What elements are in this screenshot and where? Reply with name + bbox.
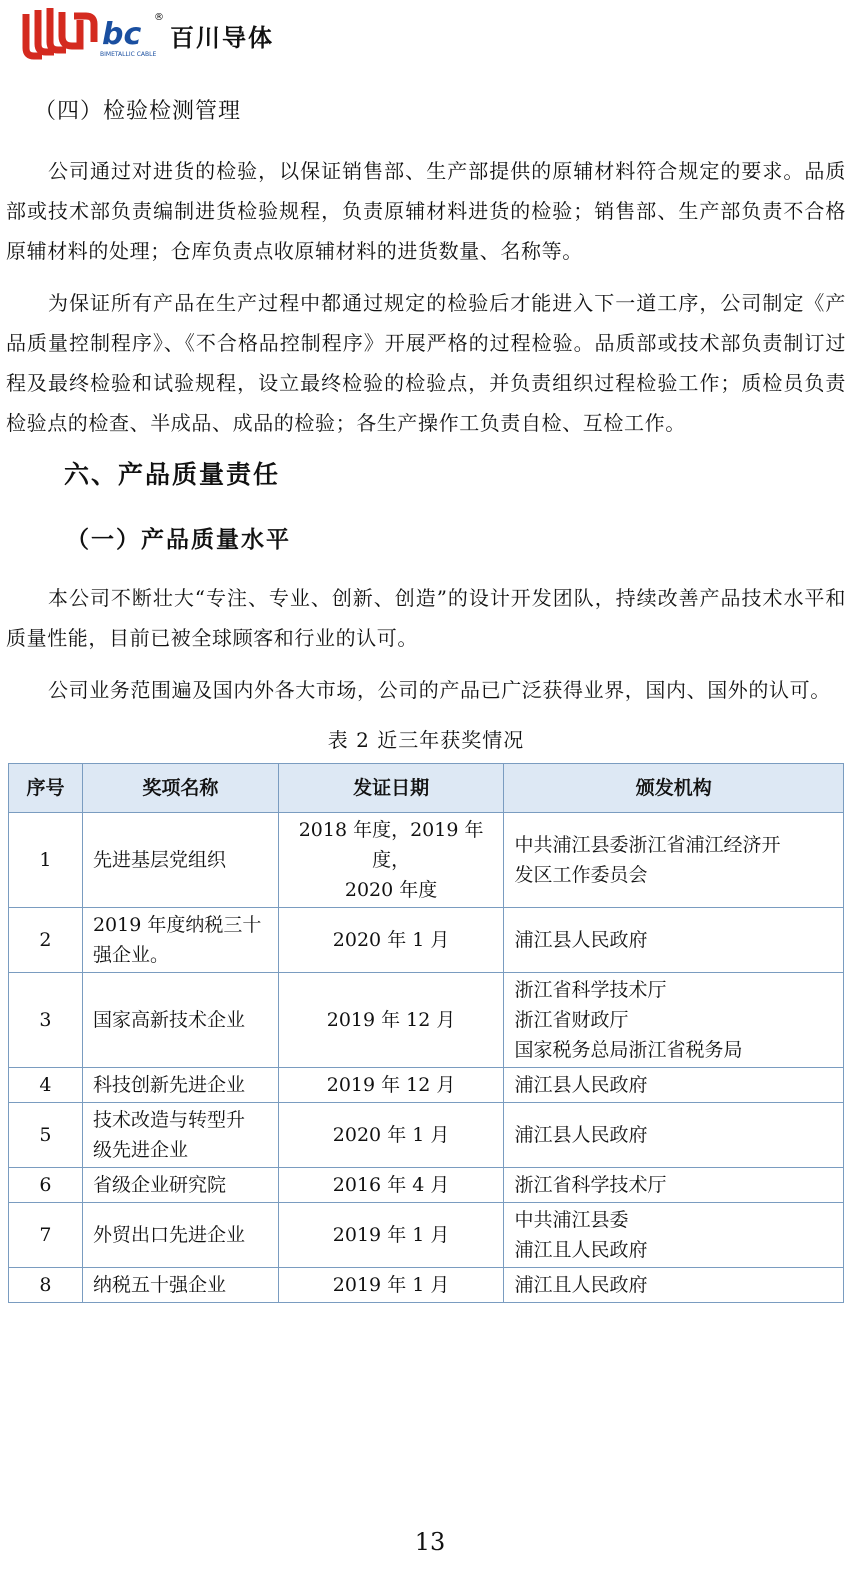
cell-issue-date: 2019 年 12 月: [278, 973, 504, 1068]
paragraph: 公司业务范围遍及国内外各大市场，公司的产品已广泛获得业界，国内、国外的认可。: [48, 678, 831, 702]
cell-award-name: 省级企业研究院: [82, 1168, 278, 1203]
table-header-row: [9, 764, 844, 813]
cell-award-name: 外贸出口先进企业: [82, 1203, 278, 1268]
cell-issuer: 浙江省科学技术厅 浙江省财政厅 国家税务总局浙江省税务局: [504, 973, 844, 1068]
paragraph: 为保证所有产品在生产过程中都通过规定的检验后才能进入下一道工序，公司制定《产品质量控制程序》、《不合格品控制程序》开展严格的过程检验。品质部或技术部负责制订过程及最终检验和试验规程，设立最终检验的检验点，并负责组织过程检验工作；质检员负责检验点的检查、半成品、成品的检验；各生产操作工负责自检、互检工作。: [6, 291, 846, 435]
cell-issuer: 浦江县人民政府: [504, 1068, 844, 1103]
table-row: [9, 908, 844, 973]
cell-index: 5: [9, 1103, 83, 1168]
cell-index: 4: [9, 1068, 83, 1103]
cell-index: 2: [9, 908, 83, 973]
cell-index: 7: [9, 1203, 83, 1268]
cell-issue-date: 2020 年 1 月: [278, 1103, 504, 1168]
column-header: 奖项名称: [82, 764, 278, 813]
page-header: [20, 6, 320, 62]
column-header: 序号: [9, 764, 83, 813]
cell-award-name: 先进基层党组织: [82, 813, 278, 908]
cell-issuer: 中共浦江县委浙江省浦江经济开 发区工作委员会: [504, 813, 844, 908]
document-body: [6, 84, 846, 1303]
paragraph: 本公司不断壮大“专注、专业、创新、创造”的设计开发团队，持续改善产品技术水平和质量性能，目前已被全球顾客和行业的认可。: [6, 586, 846, 650]
cell-index: 6: [9, 1168, 83, 1203]
cell-issue-date: 2019 年 12 月: [278, 1068, 504, 1103]
table-row: [9, 813, 844, 908]
cell-issuer: 浦江县人民政府: [504, 908, 844, 973]
paragraph: 公司通过对进货的检验，以保证销售部、生产部提供的原辅材料符合规定的要求。品质部或技术部负责编制进货检验规程，负责原辅材料进货的检验；销售部、生产部负责不合格原辅材料的处理；仓库负责点收原辅材料的进货数量、名称等。: [6, 159, 846, 263]
cell-award-name: 科技创新先进企业: [82, 1068, 278, 1103]
table-row: [9, 1268, 844, 1303]
table-row: [9, 1203, 844, 1268]
cell-index: 8: [9, 1268, 83, 1303]
cell-issue-date: 2019 年 1 月: [278, 1268, 504, 1303]
logo-letters: bc: [102, 17, 142, 52]
cell-issue-date: 2019 年 1 月: [278, 1203, 504, 1268]
cell-index: 1: [9, 813, 83, 908]
cell-issuer: 中共浦江县委 浦江且人民政府: [504, 1203, 844, 1268]
table-caption: 表 2 近三年获奖情况: [327, 728, 525, 752]
cell-issuer: 浙江省科学技术厅: [504, 1168, 844, 1203]
awards-table: [8, 763, 844, 1303]
section-6-subtitle: （一）产品质量水平: [66, 527, 291, 553]
registered-mark: ®: [154, 12, 164, 23]
section-4-subtitle: （四）检验检测管理: [34, 99, 242, 124]
cell-award-name: 纳税五十强企业: [82, 1268, 278, 1303]
cell-award-name: 技术改造与转型升 级先进企业: [82, 1103, 278, 1168]
cell-award-name: 2019 年度纳税三十 强企业。: [82, 908, 278, 973]
table-body: [9, 813, 844, 1303]
cell-issuer: 浦江县人民政府: [504, 1103, 844, 1168]
table-row: [9, 1168, 844, 1203]
logo-subtitle: BIMETALLIC CABLE: [100, 51, 157, 58]
cell-index: 3: [9, 973, 83, 1068]
column-header: 颁发机构: [504, 764, 844, 813]
cell-issue-date: 2018 年度，2019 年度， 2020 年度: [278, 813, 504, 908]
brand-name: 百川导体: [170, 24, 274, 52]
table-row: [9, 1068, 844, 1103]
section-6-title: 六、产品质量责任: [64, 460, 281, 489]
cell-award-name: 国家高新技术企业: [82, 973, 278, 1068]
page-number: 13: [414, 1528, 446, 1556]
cell-issue-date: 2016 年 4 月: [278, 1168, 504, 1203]
cell-issue-date: 2020 年 1 月: [278, 908, 504, 973]
cell-issuer: 浦江且人民政府: [504, 1268, 844, 1303]
table-row: [9, 1103, 844, 1168]
column-header: 发证日期: [278, 764, 504, 813]
company-logo: [20, 6, 165, 62]
table-row: [9, 973, 844, 1068]
